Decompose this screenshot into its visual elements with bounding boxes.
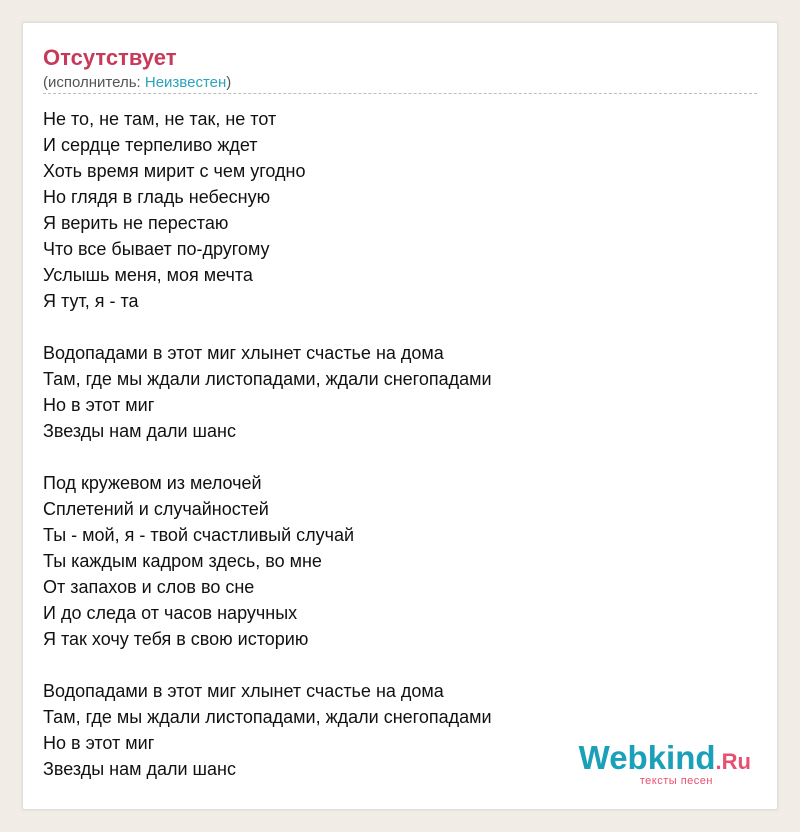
- lyrics-body: [43, 106, 743, 808]
- lyrics-line: Там, где мы ждали листопадами, ждали снегопадами: [43, 369, 492, 389]
- lyrics-line: Но в этот миг: [43, 395, 155, 415]
- lyrics-line: Ты каждым кадром здесь, во мне: [43, 551, 322, 571]
- lyrics-line: Я верить не перестаю: [43, 213, 229, 233]
- lyrics-line: Ты - мой, я - твой счастливый случай: [43, 525, 355, 545]
- lyrics-stanza: [43, 106, 743, 314]
- lyrics-line: Звезды нам дали шанс: [43, 421, 236, 441]
- lyrics-stanza: [43, 470, 743, 652]
- lyrics-line: Сплетений и случайностей: [43, 499, 269, 519]
- lyrics-card: [22, 22, 778, 810]
- artist-prefix: (исполнитель:: [43, 74, 145, 91]
- lyrics-line: От запахов и слов во сне: [43, 577, 255, 597]
- lyrics-line: Там, где мы ждали листопадами, ждали снегопадами: [43, 707, 492, 727]
- lyrics-line: Водопадами в этот миг хлынет счастье на дома: [43, 343, 444, 363]
- artist-link[interactable]: Неизвестен: [144, 74, 227, 91]
- artist-suffix: ): [226, 74, 232, 91]
- lyrics-line: Не то, не там, не так, не тот: [43, 109, 277, 129]
- lyrics-line: И до следа от часов наручных: [43, 603, 298, 623]
- artist-meta: [43, 74, 231, 92]
- song-title: Отсутствует: [43, 45, 177, 70]
- lyrics-line: Но глядя в гладь небесную: [43, 187, 271, 207]
- lyrics-line: Звезды нам дали шанс: [43, 759, 236, 779]
- logo-tld: .Ru: [715, 749, 751, 774]
- lyrics-line: Хоть время мирит с чем угодно: [43, 161, 306, 181]
- logo-brand: Webkind: [578, 739, 716, 776]
- lyrics-stanza: [43, 340, 743, 444]
- webkind-logo[interactable]: [561, 739, 751, 789]
- dashed-divider: [43, 93, 757, 94]
- lyrics-line: Я тут, я - та: [43, 291, 139, 311]
- lyrics-line: Услышь меня, моя мечта: [43, 265, 253, 285]
- lyrics-line: И сердце терпеливо ждет: [43, 135, 258, 155]
- lyrics-line: Но в этот миг: [43, 733, 155, 753]
- logo-tagline: тексты песен: [639, 775, 713, 787]
- lyrics-line: Я так хочу тебя в свою историю: [43, 629, 309, 649]
- lyrics-line: Водопадами в этот миг хлынет счастье на дома: [43, 681, 444, 701]
- lyrics-line: Под кружевом из мелочей: [43, 473, 262, 493]
- lyrics-line: Что все бывает по-другому: [43, 239, 270, 259]
